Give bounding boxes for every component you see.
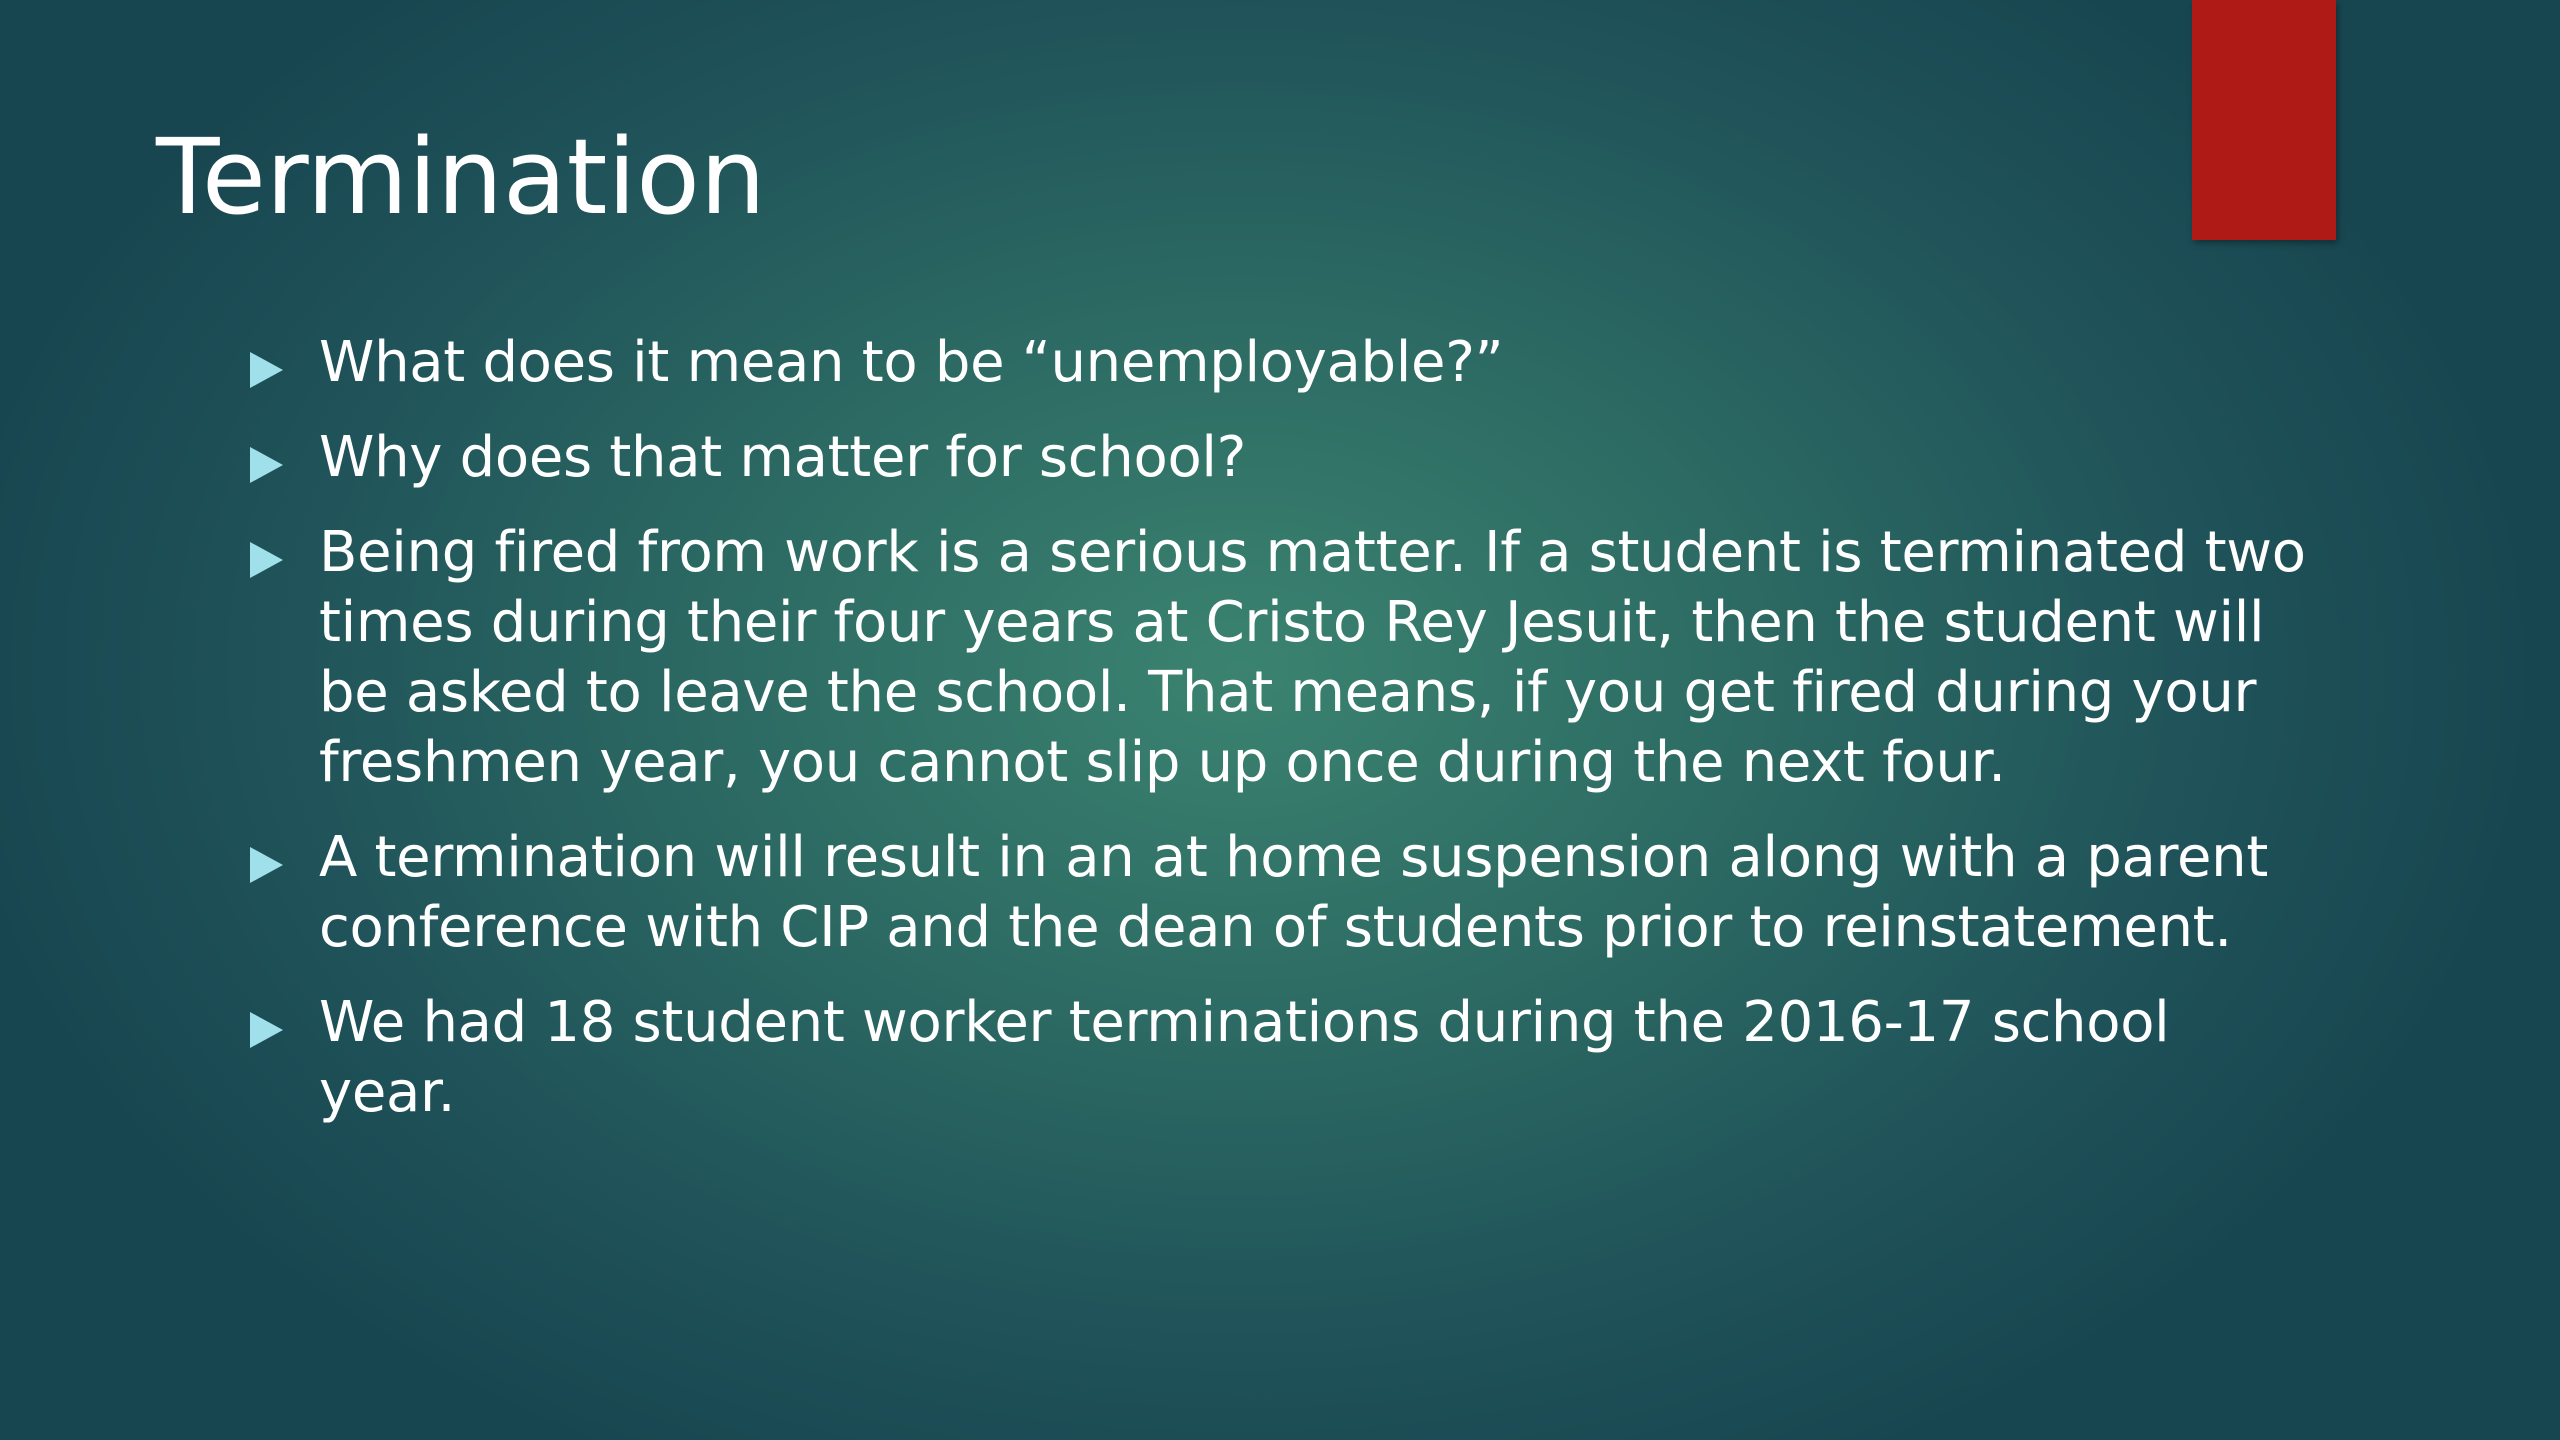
bullet-item: [250, 823, 2320, 963]
triangle-bullet-icon: [250, 352, 283, 388]
bullet-list: [250, 328, 2320, 1153]
red-accent-bar: [2192, 0, 2336, 240]
triangle-bullet-icon: [250, 542, 283, 578]
bullet-item: [250, 328, 2320, 398]
bullet-text: We had 18 student worker terminations during the 2016-17 school year.: [319, 990, 2170, 1125]
bullet-text: A termination will result in an at home suspension along with a parent conference with CIP and the dean of students prior to reinstatement.: [319, 825, 2269, 960]
bullet-item: [250, 988, 2320, 1128]
bullet-item: [250, 423, 2320, 493]
bullet-text: Why does that matter for school?: [319, 425, 1247, 490]
bullet-item: [250, 518, 2320, 798]
triangle-bullet-icon: [250, 847, 283, 883]
bullet-text: What does it mean to be “unemployable?”: [319, 330, 1504, 395]
slide-title: Termination: [156, 116, 766, 238]
triangle-bullet-icon: [250, 1012, 283, 1048]
bullet-text: Being fired from work is a serious matter. If a student is terminated two times during their four years at Cristo Rey Jesuit, then the student will be asked to leave the school. That means, if you get fired during your freshmen year, you cannot slip up once during the next four.: [319, 520, 2306, 795]
triangle-bullet-icon: [250, 447, 283, 483]
